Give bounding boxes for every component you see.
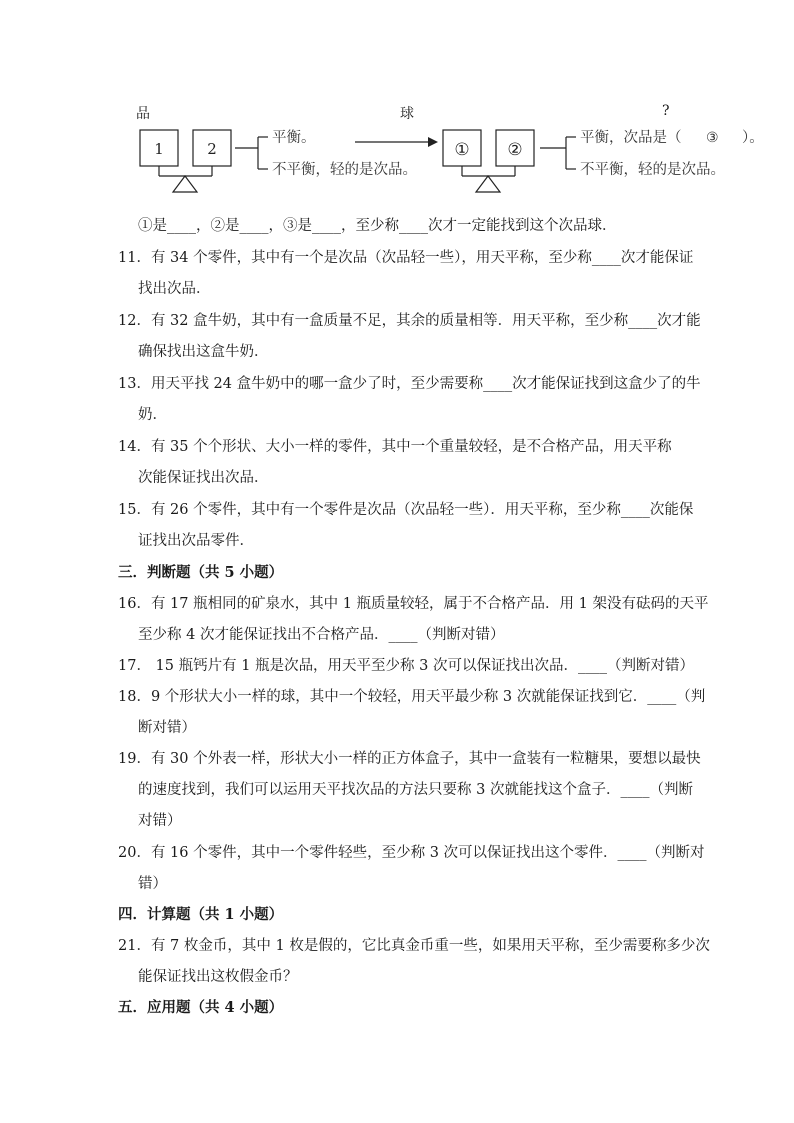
question-19-line3: 对错） (138, 813, 182, 829)
section-3-heading: 三．判断题（共 5 小题） (118, 564, 284, 581)
top-fragment-right: ? (662, 103, 670, 119)
question-19-line2: 的速度找到，我们可以运用天平找次品的方法只要称 3 次就能找这个盒子．____（判断 (138, 782, 693, 798)
question-14-line1: 14．有 35 个个形状、大小一样的零件，其中一个重量较轻，是不合格产品，用天平称 (118, 439, 672, 455)
scale1-fulcrum (173, 176, 197, 192)
question-21-line1: 21．有 7 枚金币，其中 1 枚是假的，它比真金币重一些，如果用天平称，至少需要称多少次 (118, 938, 710, 954)
question-20-line2: 错） (138, 876, 167, 892)
pan-label-2: 2 (207, 140, 217, 158)
branch2-balanced: 平衡，次品是（ (580, 130, 682, 146)
pan-label-1: 1 (154, 140, 164, 158)
arrow-head (428, 137, 438, 147)
branch1-balanced: 平衡。 (272, 130, 316, 146)
section-5-heading: 五．应用题（共 4 小题） (118, 999, 284, 1016)
question-18-line2: 断对错） (138, 720, 196, 736)
branch2-answer: ③ (706, 130, 719, 146)
question-21-line2: 能保证找出这枚假金币？ (138, 969, 298, 985)
question-20-line1: 20．有 16 个零件，其中一个零件轻些，至少称 3 次可以保证找出这个零件．____（判断对 (118, 845, 705, 861)
question-15-line2: 证找出次品零件． (138, 533, 254, 549)
question-16-line2: 至少称 4 次才能保证找出不合格产品．____（判断对错） (138, 627, 505, 643)
question-13-line1: 13．用天平找 24 盒牛奶中的哪一盒少了时，至少需要称____次才能保证找到这盒少了的牛 (118, 376, 701, 392)
question-10-answers: ①是____，②是____，③是____，至少称____次才一定能找到这个次品球． (138, 218, 617, 234)
branch2-unbalanced: 不平衡，轻的是次品。 (580, 162, 725, 178)
top-fragment-middle: 球 (400, 106, 414, 122)
scale2-fulcrum (476, 176, 500, 192)
question-11-line1: 11．有 34 个零件，其中有一个是次品（次品轻一些），用天平称，至少称____次才能保证 (118, 250, 694, 266)
question-18-line1: 18．9 个形状大小一样的球，其中一个较轻，用天平最少称 3 次就能保证找到它．____（判 (118, 689, 706, 705)
question-15-line1: 15．有 26 个零件，其中有一个零件是次品（次品轻一些）．用天平称，至少称____次能保 (118, 502, 694, 518)
section-4-heading: 四．计算题（共 1 小题） (118, 906, 284, 923)
top-fragment-left: 品 (136, 106, 150, 122)
question-12-line1: 12．有 32 盒牛奶，其中有一盒质量不足，其余的质量相等．用天平称，至少称____次才能 (118, 313, 701, 329)
balance-diagram (0, 120, 794, 210)
pan-label-circled-2: ② (507, 140, 523, 160)
question-14-line2: 次能保证找出次品． (138, 470, 269, 486)
question-11-line2: 找出次品． (138, 281, 211, 297)
pan-label-circled-1: ① (454, 140, 470, 160)
question-17-line1: 17． 15 瓶钙片有 1 瓶是次品，用天平至少称 3 次可以保证找出次品．____（判断对错） (118, 658, 695, 674)
question-13-line2: 奶． (138, 407, 167, 423)
branch1-unbalanced: 不平衡，轻的是次品。 (272, 162, 417, 178)
question-19-line1: 19．有 30 个外表一样，形状大小一样的正方体盒子，其中一盒装有一粒糖果，要想以最快 (118, 751, 701, 767)
branch2-close: ）。 (742, 130, 764, 146)
question-16-line1: 16．有 17 瓶相同的矿泉水，其中 1 瓶质量较轻，属于不合格产品．用 1 架没有砝码的天平 (118, 596, 709, 612)
question-12-line2: 确保找出这盒牛奶． (138, 344, 269, 360)
